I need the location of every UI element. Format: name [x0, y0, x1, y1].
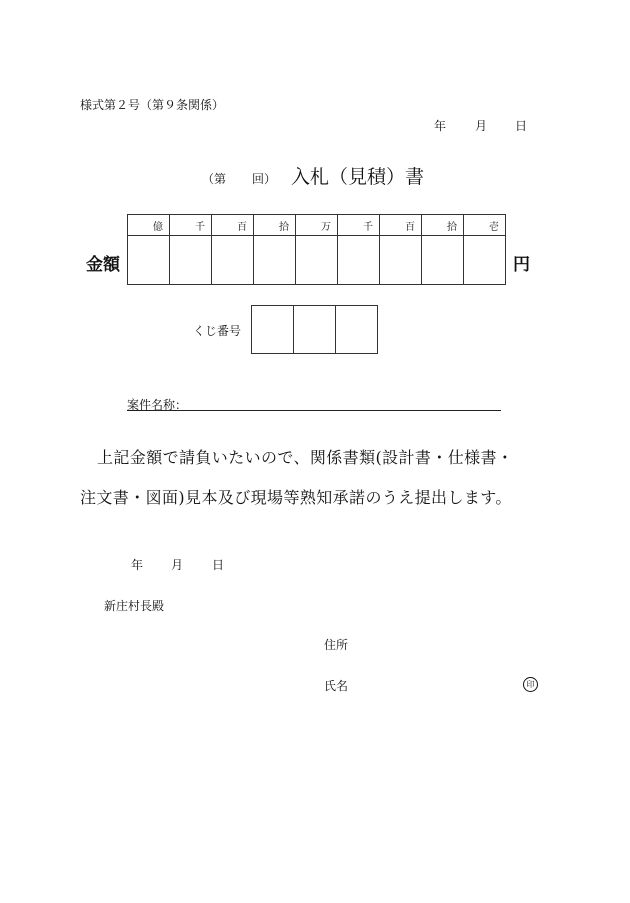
amount-unit: 千 [170, 215, 212, 236]
amount-unit: 万 [296, 215, 338, 236]
lottery-number-table [251, 305, 378, 354]
amount-unit: 百 [212, 215, 254, 236]
page-title: 入札（見積）書 [291, 166, 425, 188]
amount-unit-row [128, 215, 506, 236]
amount-digit-cell[interactable] [338, 236, 380, 285]
amount-unit: 拾 [422, 215, 464, 236]
name-label: 氏名 [324, 679, 349, 693]
amount-unit: 億 [128, 215, 170, 236]
amount-unit: 百 [380, 215, 422, 236]
lottery-digit-cell[interactable] [252, 306, 294, 354]
address-label: 住所 [324, 638, 349, 652]
addressee: 新庄村長殿 [104, 599, 165, 613]
amount-unit: 壱 [464, 215, 506, 236]
case-name-field[interactable] [127, 410, 501, 411]
amount-digit-cell[interactable] [380, 236, 422, 285]
header-date-month: 月 [475, 119, 488, 133]
title-round-prefix: （第 [202, 172, 227, 186]
form-number: 様式第２号（第９条関係） [80, 98, 225, 112]
statement-line-1: 上記金額で請負いたいので、関係書類(設計書・仕様書・ [97, 448, 514, 467]
amount-digit-cell[interactable] [212, 236, 254, 285]
lottery-digit-cell[interactable] [336, 306, 378, 354]
amount-digit-cell[interactable] [464, 236, 506, 285]
signature-date-year: 年 [131, 558, 144, 572]
amount-table [127, 214, 506, 285]
seal-mark: 印 [523, 677, 538, 692]
lottery-number-label: くじ番号 [193, 324, 242, 338]
amount-digit-cell[interactable] [422, 236, 464, 285]
header-date-year: 年 [434, 119, 447, 133]
currency-label: 円 [513, 255, 530, 275]
lottery-digit-cell[interactable] [294, 306, 336, 354]
title-round-suffix: 回） [252, 172, 277, 186]
amount-digit-cell[interactable] [254, 236, 296, 285]
amount-unit: 拾 [254, 215, 296, 236]
signature-date-day: 日 [212, 558, 225, 572]
amount-unit: 千 [338, 215, 380, 236]
amount-digit-cell[interactable] [296, 236, 338, 285]
header-date-day: 日 [515, 119, 528, 133]
amount-digit-cell[interactable] [128, 236, 170, 285]
amount-digit-cell[interactable] [170, 236, 212, 285]
amount-value-row [128, 236, 506, 285]
amount-label: 金額 [86, 255, 120, 275]
signature-date-month: 月 [171, 558, 184, 572]
case-name-label: 案件名称： [127, 398, 188, 412]
statement-line-2: 注文書・図面)見本及び現場等熟知承諾のうえ提出します。 [80, 488, 512, 507]
